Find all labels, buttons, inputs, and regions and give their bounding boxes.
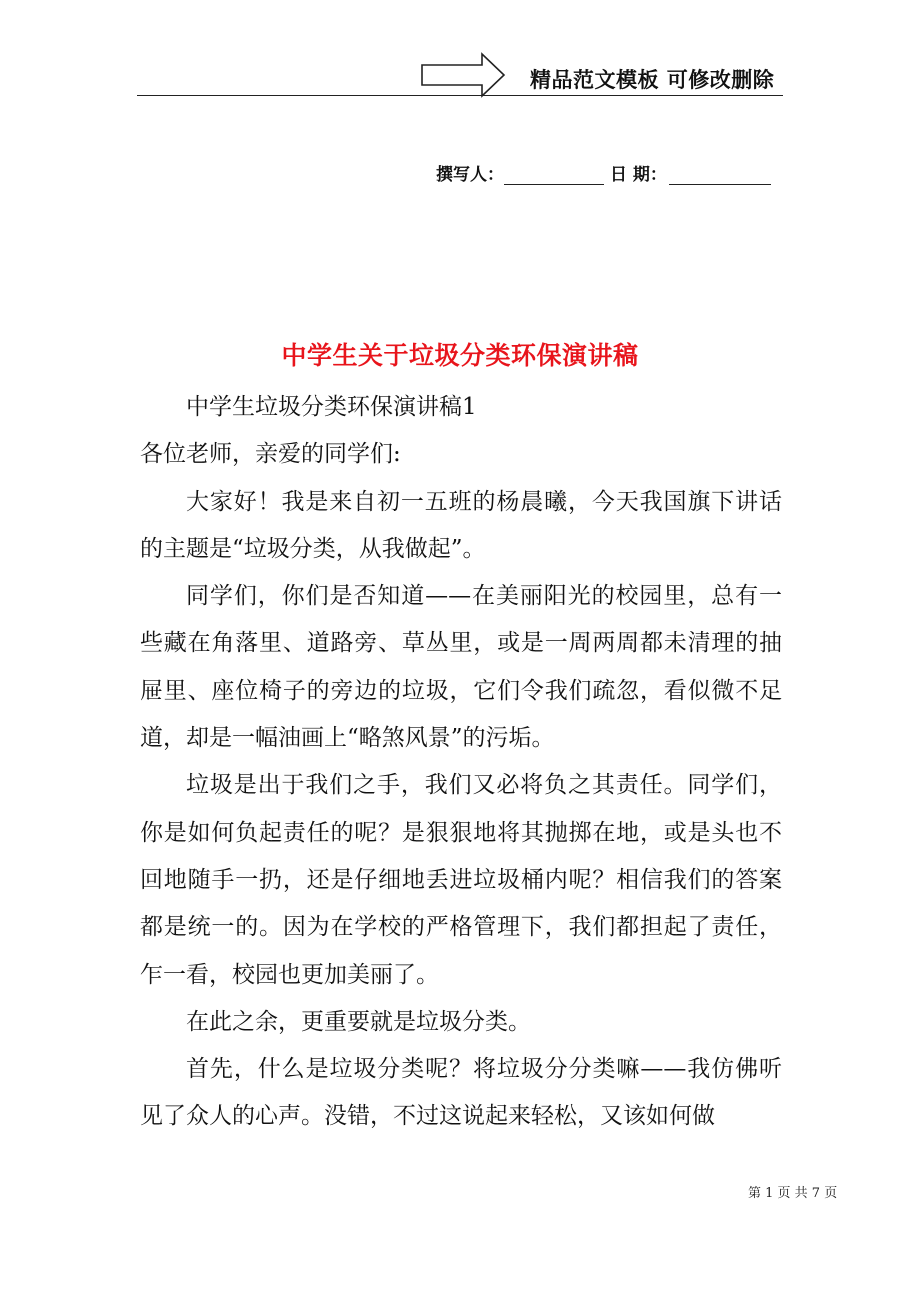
author-blank-field[interactable]: [504, 164, 604, 185]
document-body: [140, 384, 782, 1141]
page-number: 第 1 页 共 7 页: [748, 1186, 838, 1201]
right-arrow-outline-icon: [420, 52, 506, 98]
paragraph: 在此之余，更重要就是垃圾分类。: [186, 1008, 531, 1035]
paragraph: 大家好！我是来自初一五班的杨晨曦，今天我国旗下讲话的主题是“垃圾分类，从我做起”。: [140, 488, 782, 562]
author-label: 撰写人：: [436, 165, 504, 185]
document-subtitle: 中学生垃圾分类环保演讲稿1: [186, 394, 477, 420]
header-label: 精品范文模板 可修改删除: [530, 67, 775, 92]
header-divider: [137, 95, 783, 96]
date-label: 日 期：: [610, 165, 667, 185]
paragraph: 首先，什么是垃圾分类呢？将垃圾分分类嘛——我仿佛听见了众人的心声。没错，不过这说起来轻松，又该如何做: [140, 1056, 782, 1130]
signature-row: [436, 160, 771, 185]
paragraph: 同学们，你们是否知道——在美丽阳光的校园里，总有一些藏在角落里、道路旁、草丛里，或是一周两周都未清理的抽屉里、座位椅子的旁边的垃圾，它们令我们疏忽，看似微不足道，却是一幅油画上“略煞风景”的污垢。: [140, 583, 782, 752]
paragraph: 垃圾是出于我们之手，我们又必将负之其责任。同学们，你是如何负起责任的呢？是狠狠地将其抛掷在地，或是头也不回地随手一扔，还是仔细地丢进垃圾桶内呢？相信我们的答案都是统一的。因为在学校的严格管理下，我们都担起了责任，乍一看，校园也更加美丽了。: [140, 772, 782, 988]
greeting: 各位老师，亲爱的同学们:: [140, 441, 401, 468]
date-blank-field[interactable]: [669, 164, 771, 185]
document-title: 中学生关于垃圾分类环保演讲稿: [281, 341, 639, 370]
